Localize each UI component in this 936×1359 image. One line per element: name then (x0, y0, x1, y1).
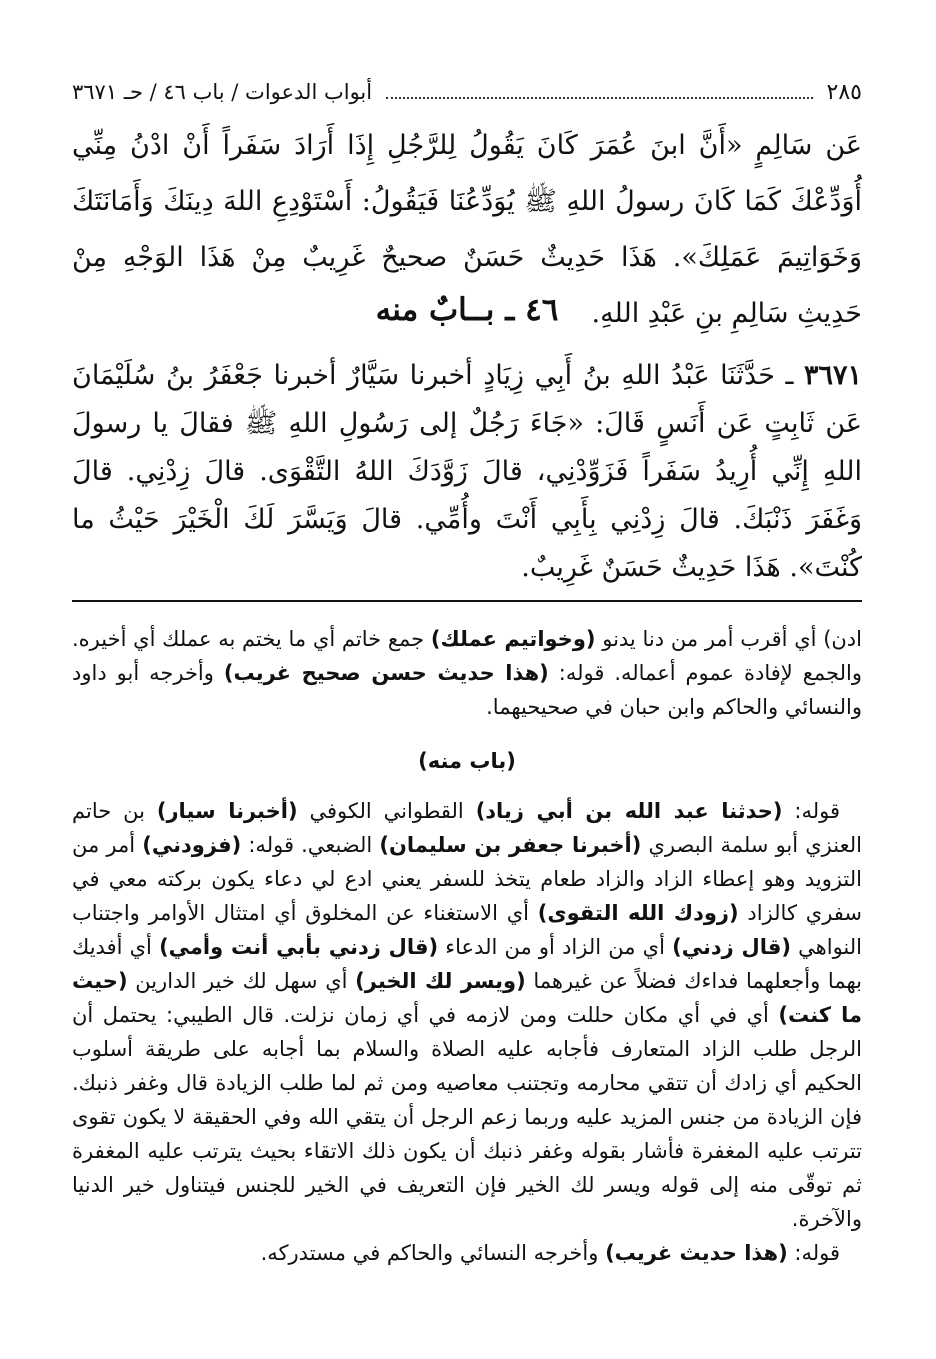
commentary-keyword: (هذا حديث حسن صحيح غريب) (223, 661, 549, 685)
commentary-text: قوله: (782, 799, 841, 823)
commentary-text: الضبعي. قوله: (241, 833, 380, 857)
commentary-keyword: (أخبرنا سيار) (156, 799, 298, 823)
chapter-heading: ٤٦ ـ بــابٌ منه (375, 292, 559, 328)
commentary-paragraph-3 (72, 1236, 862, 1270)
hadith-paragraph (72, 352, 862, 592)
commentary-text: أمر من التزويد وهو إعطاء الزاد والزاد طعام يتخذ للسفر يعني ادع لي دعاء يكون بركته معي في سفري كالزاد (72, 833, 862, 925)
commentary-text: أي سهل لك خير الدارين (127, 969, 356, 993)
footnote-divider (72, 600, 862, 602)
commentary-keyword: (ويسر لك الخير) (355, 969, 526, 993)
commentary-text: بن حاتم العنزي أبو سلمة البصري (72, 799, 862, 857)
commentary-text: أي في أي مكان حللت ومن لازمه في أي زمان نزلت. قال الطيبي: يحتمل أن الرجل طلب الزاد المتعارف فأجابه عليه الصلاة والسلام بما أجابه على طريقة أسلوب الحكيم أي زادك أن تتقي محارمه وتجتنب معاصيه ومن ثم لما طلب الزيادة قال وغفر ذنبك. فإن الزيادة من جنس المزيد عليه وربما زعم الرجل أن يتقي الله وفي الحقيقة لا يكون تقوى تترتب عليه المغفرة فأشار بقوله وغفر ذنبك أن يكون ذلك الاتقاء بحيث يترتب عليه المغفرة ثم توقّى منه إلى قوله ويسر لك الخير فإن التعريف في الخير للجنس فيتناول خير الدنيا والآخرة. (72, 1003, 862, 1231)
commentary-keyword: (زودك الله التقوى) (537, 901, 739, 925)
commentary-paragraph-1 (72, 622, 862, 724)
commentary-keyword: (أخبرنا جعفر بن سليمان) (379, 833, 642, 857)
commentary-keyword: (فزودني) (142, 833, 242, 857)
commentary-subheading: (باب منه) (418, 749, 516, 773)
commentary-text: أي أفديك بهما وأجعلهما فداءك فضلاً عن غيرهما (72, 935, 862, 993)
commentary-text: أي من الزاد أو من الدعاء (438, 935, 673, 959)
commentary-keyword: (قال زدني) (672, 935, 791, 959)
commentary-text: قوله: (787, 1241, 840, 1265)
commentary-keyword: (هذا حديث غريب) (605, 1241, 788, 1265)
page-number: ٢٨٥ (826, 79, 862, 105)
commentary-text: القطواني الكوفي (297, 799, 476, 823)
commentary-text: جمع خاتم أي ما يختم به عملك أي أخيره. والجمع لإفادة عموم أعماله. قوله: (72, 627, 862, 685)
commentary-text: وأخرجه أبو داود والنسائي والحاكم وابن حبان في صحيحيهما. (72, 661, 862, 719)
commentary (72, 622, 862, 1270)
main-paragraph: عَن سَالِمٍ «أَنَّ ابنَ عُمَرَ كَانَ يَقُولُ لِلرَّجُلِ إِذَا أَرَادَ سَفَراً أَنْ ادْنُ مِنِّي أُوَدِّعْكَ كَمَا كَانَ رسولُ اللهِ ﷺ يُوَدِّعُنَا فَيَقُولُ: أَسْتَوْدِعِ اللهَ دِينَكَ وَأَمَانَتَكَ وَخَوَاتِيمَ عَمَلِكَ». هَذَا حَدِيثٌ حَسَنٌ صحيحٌ غَرِيبٌ مِنْ هَذَا الوَجْهِ مِنْ حَدِيثِ سَالِمِ بنِ عَبْدِ اللهِ. (72, 130, 862, 329)
commentary-paragraph-2 (72, 794, 862, 1236)
commentary-text: ادن) أي أقرب أمر من دنا يدنو (595, 627, 862, 651)
hadith-number: ٣٦٧١ (803, 360, 862, 391)
hadith-text: ـ حَدَّثَنَا عَبْدُ اللهِ بنُ أَبِي زِيَادٍ أخبرنا سَيَّارٌ أخبرنا جَعْفَرُ بنُ سُلَيْمَانَ عَن ثَابِتٍ عَن أَنَسٍ قَالَ: «جَاءَ رَجُلٌ إلى رَسُولِ اللهِ ﷺ فقالَ يا رسولَ اللهِ إِنِّي أُرِيدُ سَفَراً فَزَوِّدْنِي، قالَ زَوَّدَكَ اللهُ التَّقْوَى. قالَ زِدْنِي. قالَ وَغَفَرَ ذَنْبَكَ. قالَ زِدْنِي بِأَبِي أَنْتَ وأُمِّي. قالَ وَيَسَّرَ لَكَ الْخَيْرَ حَيْثُ ما كُنْتَ». هَذَا حَدِيثٌ حَسَنٌ غَرِيبٌ. (72, 360, 862, 583)
commentary-text: أي الاستغناء عن المخلوق أي امتثال الأوامر واجتناب النواهي (72, 901, 862, 959)
commentary-text: وأخرجه النسائي والحاكم في مستدركه. (260, 1241, 606, 1265)
commentary-keyword: (حيث ما كنت) (72, 969, 862, 1027)
page-header (72, 72, 862, 112)
header-dotted-leader (386, 97, 812, 99)
commentary-keyword: (وخواتيم عملك) (430, 627, 596, 651)
commentary-keyword: (حدثنا عبد الله بن أبي زياد) (475, 799, 783, 823)
running-title: أبواب الدعوات / باب ٤٦ / حـ ٣٦٧١ (72, 80, 373, 104)
commentary-keyword: (قال زدني بأبي أنت وأمي) (159, 935, 439, 959)
